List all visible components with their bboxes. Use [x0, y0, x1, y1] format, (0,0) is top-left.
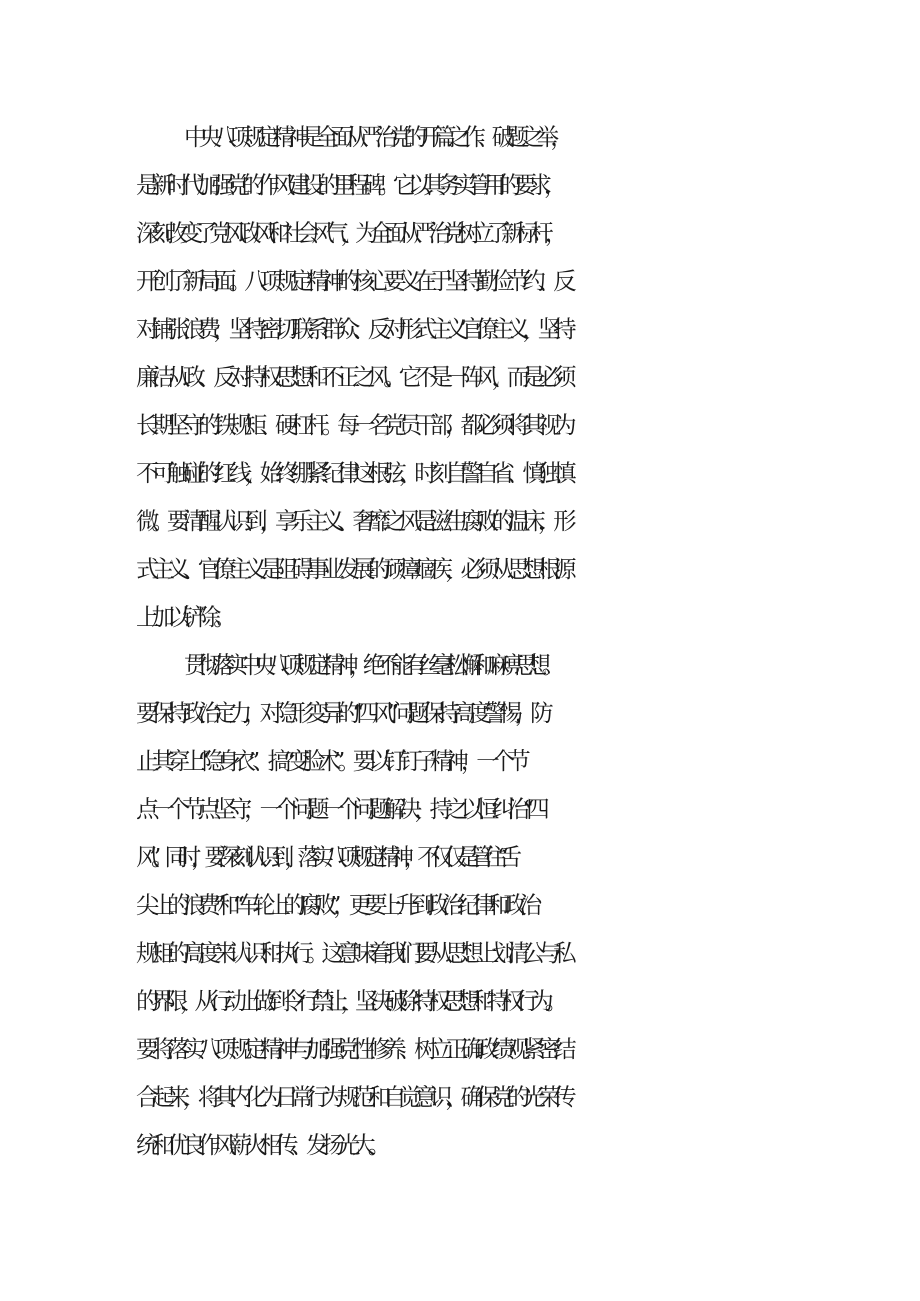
paragraph-2-line-11: 统和优良作风薪火相传、发扬光大。 [136, 1131, 384, 1159]
paragraph-2-line-1: 贯彻落实中央八项规定精神，绝不能有丝毫松懈和麻痹思想。 [184, 651, 556, 679]
paragraph-1-line-5: 对铺张浪费，坚持密切联系群众、反对形式主义官僚主义，坚持 [136, 315, 569, 343]
paragraph-1-line-6: 廉洁从政、反对特权思想和不正之风。它不是一阵风，而是必须 [136, 363, 569, 391]
paragraph-2-line-4: 点一个节点坚守，一个问题一个问题解决，持之以恒纠治“四 [136, 795, 542, 823]
paragraph-1-line-4: 开创了新局面。八项规定精神的核心要义在于坚持勤俭节约、反 [136, 267, 569, 295]
paragraph-2-line-7: 规矩的高度来认识和执行。这意味着我们要从思想上划清公与私 [136, 939, 569, 967]
paragraph-2-line-2: 要保持政治定力，对隐形变异的“四风”问题保持高度警惕，防 [136, 699, 546, 727]
paragraph-1-line-10: 式主义、官僚主义是阻碍事业发展的顽瘴痼疾，必须从思想根源 [136, 555, 569, 583]
paragraph-1-line-1: 中央八项规定精神是全面从严治党的开篇之作、破题之举， [184, 123, 565, 151]
paragraph-1-line-7: 长期坚守的铁规矩、硬杠杆。每一名党员干部，都必须将其视为 [136, 411, 569, 439]
paragraph-1-line-3: 深刻改变了党风政风和社会风气，为全面从严治党树立了新标杆， [136, 219, 560, 247]
paragraph-1-line-9: 微。要清醒认识到，享乐主义、奢靡之风是滋生腐败的温床，形 [136, 507, 569, 535]
paragraph-2-line-5: 风”。同时，要深刻认识到，落实八项规定精神，不仅仅是管住“舌 [136, 843, 513, 871]
paragraph-1-line-2: 是新时代加强党的作风建设的里程碑。它以其务实管用的要求， [136, 171, 559, 199]
paragraph-2-line-9: 要将落实八项规定精神与加强党性修养、树立正确政绩观紧密结 [136, 1035, 569, 1063]
paragraph-2-line-6: 尖上的浪费”和“车轮上的腐败”，更要上升到政治纪律和政治 [136, 891, 535, 919]
paragraph-2-line-3: 止其穿上“隐身衣”、搞“变脸术”。要以钉钉子精神，一个节 [136, 747, 523, 775]
paragraph-1-line-11: 上加以铲除。 [136, 603, 229, 631]
paragraph-2-line-8: 的界限，从行动上做到令行禁止，坚决破除特权思想和特权行为。 [136, 987, 560, 1015]
paragraph-1-line-8: 不可触碰的红线，始终绷紧纪律这根弦，时刻自警自省、慎独慎 [136, 459, 569, 487]
paragraph-2-line-10: 合起来，将其内化为日常行为规范和自觉意识，确保党的光荣传 [136, 1083, 569, 1111]
